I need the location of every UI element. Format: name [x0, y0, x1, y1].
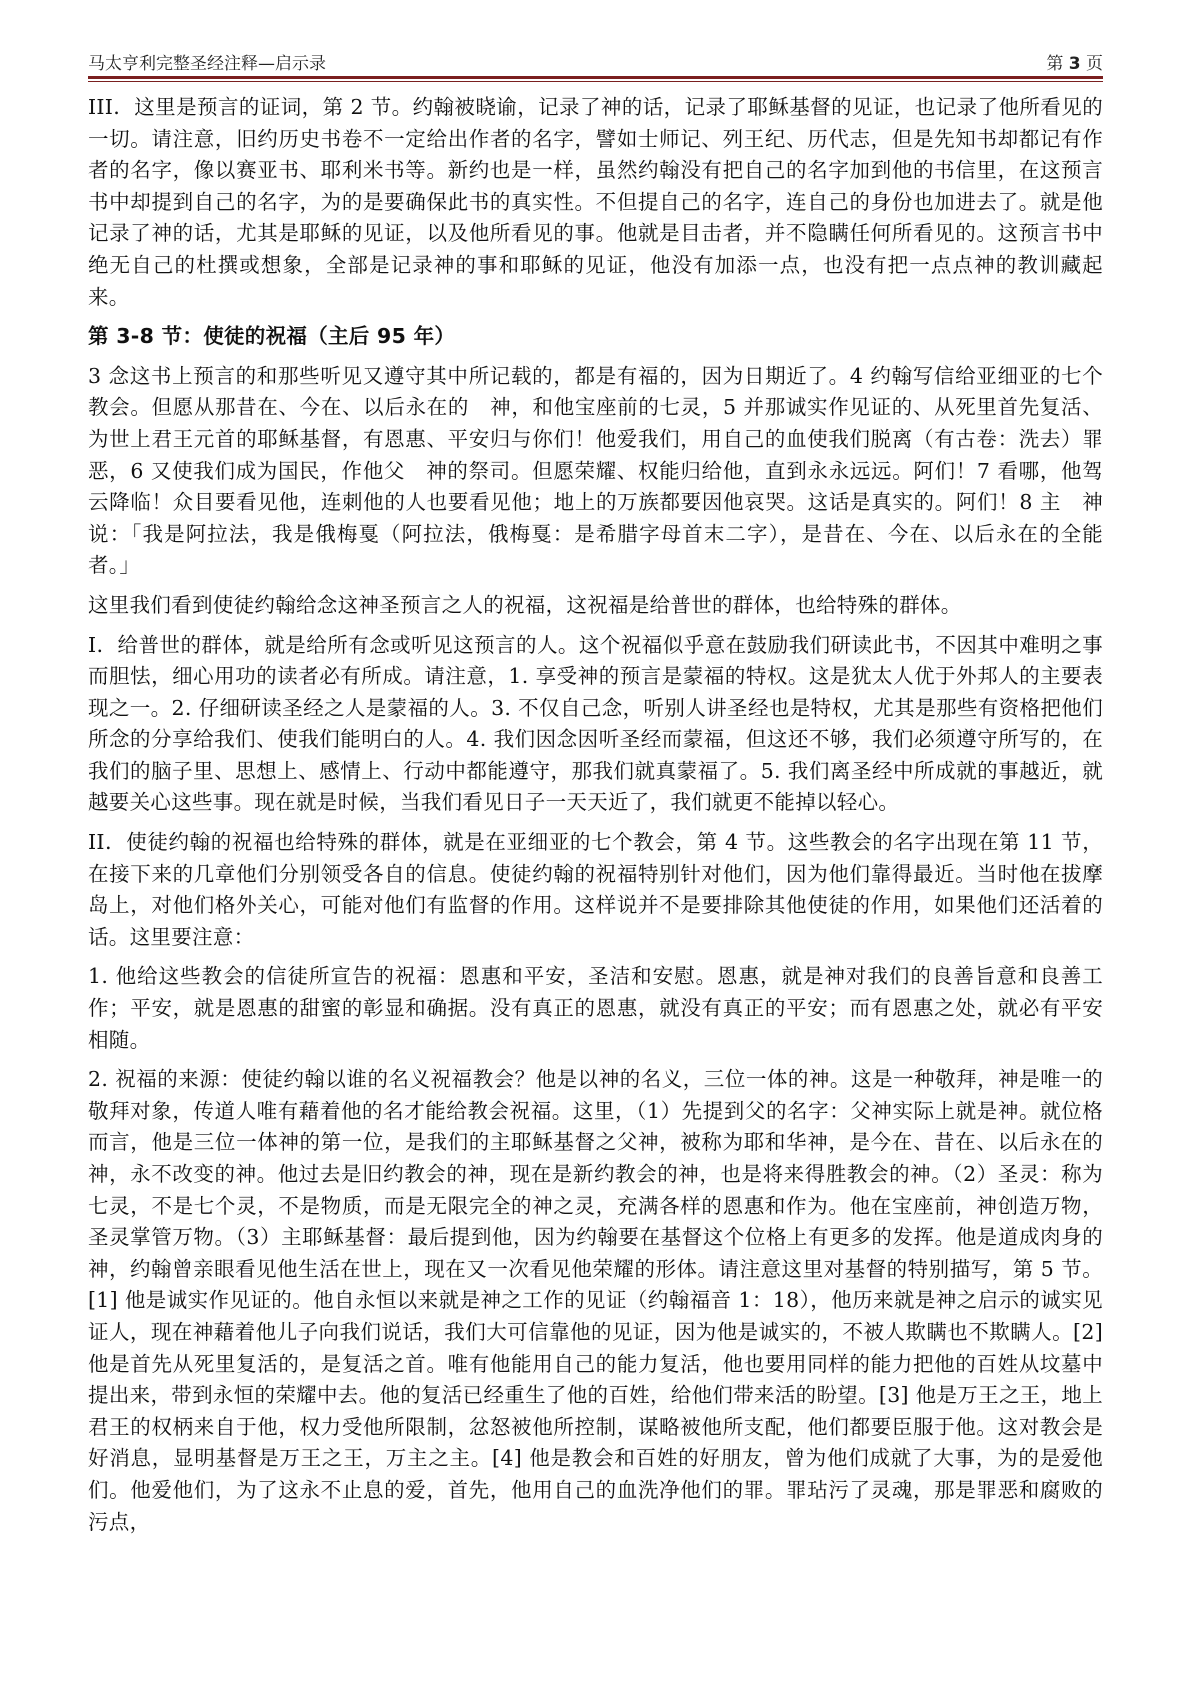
page-body [88, 92, 1103, 1546]
page-number-label: 第 3 页 [1046, 54, 1103, 74]
header-rule-thick [88, 76, 1103, 79]
page-number: 3 [1068, 54, 1081, 74]
paragraph-testimony: III．这里是预言的证词，第 2 节。约翰被晓谕，记录了神的话，记录了耶稣基督的见证，也记录了他所看见的一切。请注意，旧约历史书卷不一定给出作者的名字，譬如士师记、列王纪、历代志，但是先知书却都记有作者的名字，像以赛亚书、耶利米书等。新约也是一样，虽然约翰没有把自己的名字加到他的书信里，在这预言书中却提到自己的名字，为的是要确保此书的真实性。不但提自己的名字，连自己的身份也加进去了。就是他记录了神的话，尤其是耶稣的见证，以及他所看见的事。他就是目击者，并不隐瞒任何所看见的。这预言书中绝无自己的杜撰或想象，全部是记录神的事和耶稣的见证，他没有加添一点，也没有把一点点神的教训藏起来。 [88, 95, 1103, 309]
paragraph-universal: I．给普世的群体，就是给所有念或听见这预言的人。这个祝福似乎意在鼓励我们研读此书，不因其中难明之事而胆怯，细心用功的读者必有所成。请注意，1. 享受神的预言是蒙福的特权。这是犹太人优于外邦人的主要表现之一。2. 仔细研读圣经之人是蒙福的人。3. 不仅自己念，听别人讲圣经也是特权，尤其是那些有资格把他们所念的分享给我们、使我们能明白的人。4. 我们因念因听圣经而蒙福，但这还不够，我们必须遵守所写的，在我们的脑子里、思想上、感情上、行动中都能遵守，那我们就真蒙福了。5. 我们离圣经中所成就的事越近，就越要关心这些事。现在就是时候，当我们看见日子一天天近了，我们就更不能掉以轻心。 [88, 632, 1103, 815]
paragraph-particular: II．使徒约翰的祝福也给特殊的群体，就是在亚细亚的七个教会，第 4 节。这些教会的名字出现在第 11 节，在接下来的几章他们分别领受各自的信息。使徒约翰的祝福特别针对他们，因为他们靠得最近。当时他在拔摩岛上，对他们格外关心，可能对他们有监督的作用。这样说并不是要排除其他使徒的作用，如果他们还活着的话。这里要注意： [88, 830, 1103, 949]
scripture-passage: 3 念这书上预言的和那些听见又遵守其中所记载的，都是有福的，因为日期近了。4 约翰写信给亚细亚的七个教会。但愿从那昔在、今在、以后永在的 神，和他宝座前的七灵，5 并那诚实作见证的、从死里首先复活、为世上君王元首的耶稣基督，有恩惠、平安归与你们！他爱我们，用自己的血使我们脱离（有古卷：洗去）罪恶，6 又使我们成为国民，作他父 神的祭司。但愿荣耀、权能归给他，直到永永远远。阿们！7 看哪，他驾云降临！众目要看见他，连刺他的人也要看见他；地上的万族都要因他哀哭。这话是真实的。阿们！8 主 神说：「我是阿拉法，我是俄梅戛（阿拉法，俄梅戛：是希腊字母首末二字），是昔在、今在、以后永在的全能者。」 [88, 363, 1103, 578]
page-header [88, 44, 1103, 74]
paragraph-intro: 这里我们看到使徒约翰给念这神圣预言之人的祝福，这祝福是给普世的群体，也给特殊的群体。 [88, 592, 962, 617]
paragraph-source: 2. 祝福的来源：使徒约翰以谁的名义祝福教会？他是以神的名义，三位一体的神。这是一种敬拜，神是唯一的敬拜对象，传道人唯有藉着他的名才能给教会祝福。这里，（1）先提到父的名字：父神实际上就是神。就位格而言，他是三位一体神的第一位，是我们的主耶稣基督之父神，被称为耶和华神，是今在、昔在、以后永在的神，永不改变的神。他过去是旧约教会的神，现在是新约教会的神，也是将来得胜教会的神。（2）圣灵：称为七灵，不是七个灵，不是物质，而是无限完全的神之灵，充满各样的恩惠和作为。他在宝座前，神创造万物，圣灵掌管万物。（3）主耶稣基督：最后提到他，因为约翰要在基督这个位格上有更多的发挥。他是道成肉身的神，约翰曾亲眼看见他生活在世上，现在又一次看见他荣耀的形体。请注意这里对基督的特别描写，第 5 节。[1] 他是诚实作见证的。他自永恒以来就是神之工作的见证（约翰福音 1：18），他历来就是神之启示的诚实见证人，现在神藉着他儿子向我们说话，我们大可信靠他的见证，因为他是诚实的，不被人欺瞒也不欺瞒人。[2] 他是首先从死里复活的，是复活之首。唯有他能用自己的能力复活，他也要用同样的能力把他的百姓从坟墓中提出来，带到永恒的荣耀中去。他的复活已经重生了他的百姓，给他们带来活的盼望。[3] 他是万王之王，地上君王的权柄来自于他，权力受他所限制，忿怒被他所控制，谋略被他所支配，他们都要臣服于他。这对教会是好消息，显明基督是万王之王，万主之主。[4] 他是教会和百姓的好朋友，曾为他们成就了大事，为的是爱他们。他爱他们，为了这永不止息的爱，首先，他用自己的血洗净他们的罪。罪玷污了灵魂，那是罪恶和腐败的污点， [88, 1067, 1103, 1534]
document-title: 马太亨利完整圣经注释—启示录 [88, 54, 326, 74]
paragraph-blessing: 1. 他给这些教会的信徒所宣告的祝福：恩惠和平安，圣洁和安慰。恩惠，就是神对我们的良善旨意和良善工作；平安，就是恩惠的甜蜜的彰显和确据。没有真正的恩惠，就没有真正的平安；而有恩惠之处，就必有平安相随。 [88, 964, 1103, 1052]
header-rule-thin [88, 81, 1103, 82]
section-heading: 第 3-8 节：使徒的祝福（主后 95 年） [88, 324, 456, 349]
